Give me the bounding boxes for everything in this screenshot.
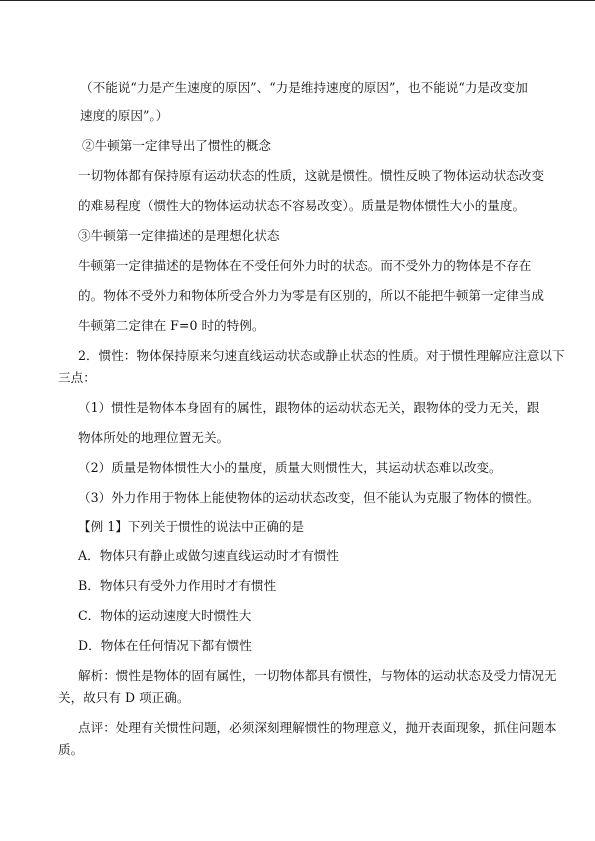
- list-item-continuation: 物体所处的地理位置无关。: [78, 430, 230, 445]
- text-line: 牛顿第一定律描述的是物体在不受任何外力时的状态。而不受外力的物体是不存在: [78, 258, 532, 273]
- comment-text: 质。: [58, 742, 84, 757]
- list-item: （3）外力作用于物体上能使物体的运动状态改变，但不能认为克服了物体的惯性。: [78, 490, 540, 505]
- example-heading: 【例 1】下列关于惯性的说法中正确的是: [78, 519, 305, 534]
- list-item: （2）质量是物体惯性大小的量度，质量大则惯性大，其运动状态难以改变。: [78, 460, 502, 475]
- list-item: （1）惯性是物体本身固有的属性，跟物体的运动状态无关，跟物体的受力无关，跟: [78, 400, 540, 415]
- option-a: A．物体只有静止或做匀速直线运动时才有惯性: [78, 548, 339, 563]
- section-heading: ③牛顿第一定律描述的是理想化状态: [78, 228, 280, 243]
- text-line: 的。物体不受外力和物体所受合外力为零是有区别的，所以不能把牛顿第一定律当成: [78, 288, 544, 303]
- text-line: 速度的原因”。）: [80, 108, 169, 123]
- option-d: D．物体在任何情况下都有惯性: [78, 638, 252, 653]
- text-line: 牛顿第二定律在 F=0 时的特例。: [78, 318, 265, 333]
- text-line: 三点：: [58, 370, 96, 385]
- section-heading: ②牛顿第一定律导出了惯性的概念: [82, 138, 271, 153]
- text-line: 一切物体都有保持原有运动状态的性质，这就是惯性。惯性反映了物体运动状态改变: [78, 168, 544, 183]
- text-line: 的难易程度（惯性大的物体运动状态不容易改变）。质量是物体惯性大小的量度。: [78, 198, 526, 213]
- option-c: C．物体的运动速度大时惯性大: [78, 608, 252, 623]
- text-line: 2．惯性：物体保持原来匀速直线运动状态或静止状态的性质。对于惯性理解应注意以下: [78, 348, 565, 363]
- option-b: B．物体只有受外力作用时才有惯性: [78, 578, 277, 593]
- comment-text: 点评：处理有关惯性问题，必须深刻理解惯性的物理意义，抛开表面现象，抓住问题本: [78, 720, 557, 735]
- page-top-rule: [0, 0, 595, 1]
- analysis-text: 关，故只有 D 项正确。: [58, 690, 190, 705]
- analysis-text: 解析：惯性是物体的固有属性，一切物体都具有惯性，与物体的运动状态及受力情况无: [78, 668, 557, 683]
- text-line: （不能说“力是产生速度的原因”、“力是维持速度的原因”，也不能说“力是改变加: [80, 80, 528, 95]
